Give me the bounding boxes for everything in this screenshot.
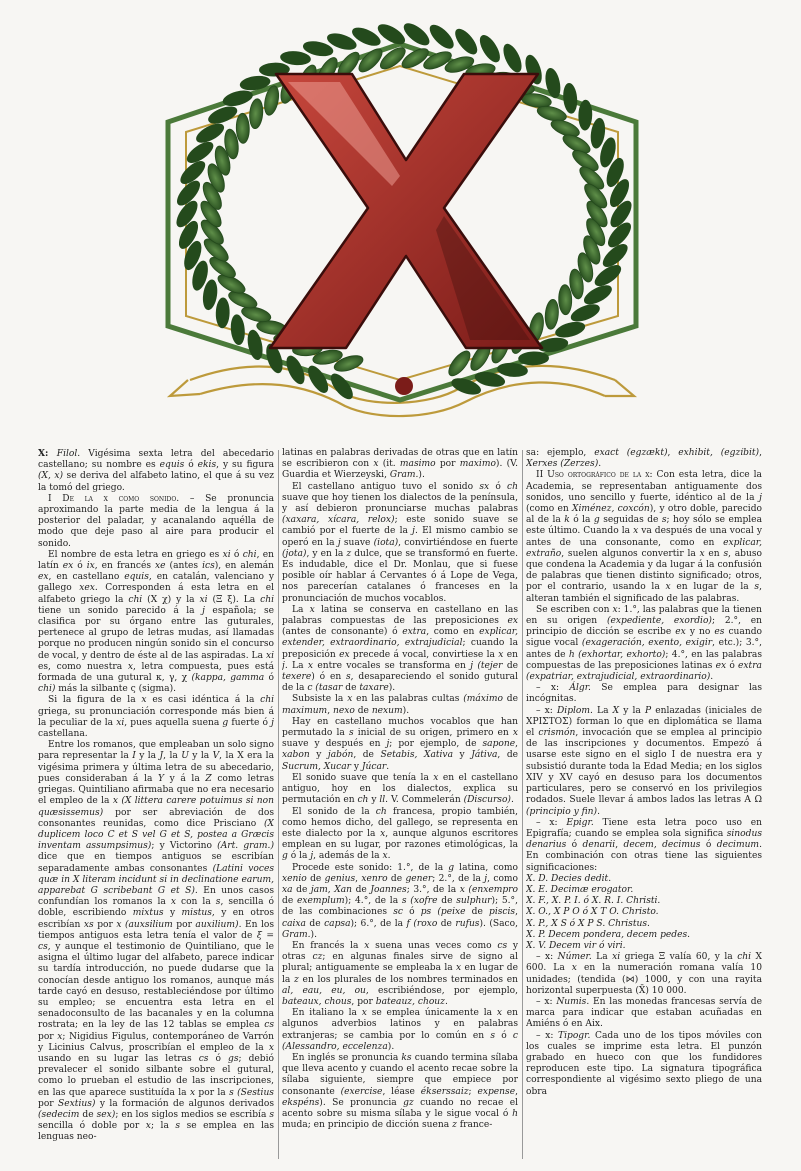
text-column-1 — [38, 448, 274, 1163]
text-paragraph: Entre los romanos, que empleaban un solo signo para representar la I y la J, la U y la V, la X era la vigésima primera y última letra de su abecedario, pues consideraban á la Y y á la Z como letras griegas. Quintiliano afirmaba que no era necesario el empleo de la x (X littera carere potuimus si non quæsissemus) por ser abreviación de dos consonantes reunidas, como dice Priscianο (X duplicem loco C et S vel G et S, postea a Græcis inventam assumpsimus); y Victorino (Art. gram.) dice que en tiempos antiguos se escribían separadamente ambas consonantes (Latini voces quæ in X literam incidunt si in declinatione earum, apparebat G scribebant G et S). En unos casos confundían los romanos la x con la s, sencilla ó doble, escribiendo mixtus y mistus, y en otros escribían xs por x (auxsilium por auxilium). En los tiempos antiguos esta letra tenía el valor de ξ = cs, y aunque el testimonio de Quintiliano, que le asigna el último lugar del alfabeto, parece indicar su tardía introducción, no puede dudarse que la conocían desde antiguo los romanos, aunque más tarde cayó en desuso, restableciéndose por último su empleo; se encuentra esta letra en el senadoconsulto de las bacanales y en la columna rostrata; en la ley de las 12 tablas se emplea cs por x; Nigidius Figulus, contemporáneo de Varrón y Licinius Calvus, proscribían el empleo de la x usando en su lugar las letras cs ó gs; debió prevalecer el sonido silbante sobre el gutural, como lo prueban el estudio de las inscripciones, en las que aparece sustituída la x por la s (Sestius por Sextius) y la formación de algunos derivados (sedecim de sex); en los siglos medios se escribía s sencilla ó doble por x; la s se emplea en las lenguas neo- — [38, 740, 274, 1143]
text-paragraph: – x: Diplom. La X y la P enlazadas (iniciales de XPIΣTOΣ) forman lo que en diplomática se llama el crismón, invocación que se emplea al principio de las inscripciones y documentos. Empezó á usarse este signo en el siglo I de nuestra era y subsistió durante toda la Edad Media; en los siglos XIV y XV cayó en desuso para los documentos particulares, pero se conservó en los privilegios rodados. Suele llevar á ambos lados las letras A Ω (principio y fin). — [526, 705, 762, 817]
text-paragraph: La x latina se conserva en castellano en las palabras compuestas de las preposiciones ex (antes de consonante) ó extra, como en explicar, extender, extraordinario, extrajudicial; cuando la preposición ex precede á vocal, convirtiese la x en j. La x entre vocales se transforma en j (tejer de texere) ó en s, desapareciendo el sonido gutural de la c (tasar de taxare). — [282, 604, 518, 694]
text-paragraph: latinas en palabras derivadas de otras que en latín se escribieron con x (it. masimo por maximo). (V. Guardia et Wierzeyski, Gram.). — [282, 448, 518, 481]
text-paragraph: En inglés se pronuncia ks cuando termina sílaba que lleva acento y cuando el acento recae sobre la sílaba siguiente, siempre que empiece por consonante (exercise, léase ékserssaiz; expense, ekspéns). Se pronuncia gz cuando no recae el acento sobre su misma sílaba y le sigue vocal ó h muda; en principio de dicción suena z france- — [282, 1052, 518, 1131]
text-paragraph: Hay en castellano muchos vocablos que han permutado la s inicial de su origen, primero en x suave y después en j; por ejemplo, de sapone, xabon y jabón, de Setabis, Xativa y Játiva, de Sucrum, Xucar y Júcar. — [282, 716, 518, 772]
text-paragraph: – x: Tipogr. Cada uno de los tipos móviles con los cuales se imprime esta letra. El punzón grabado en hueco con que los fundidores reproducen este tipo. La signatura tipográfica correspondiente al vigésimo sexto pliego de una obra — [526, 1030, 762, 1097]
text-paragraph: X. P. Decem pondera, decem pedes. — [526, 929, 691, 940]
text-paragraph: sa: ejemplo, exact (egzækt), exhibit, (egzíbit), Xerxes (Zerzes). — [526, 448, 762, 470]
text-paragraph: II Uso ortográfico de la x: Con esta letra, dice la Academia, se representaban antiguamente dos sonidos, uno sencillo y fuerte, idéntico al de la j (como en Ximénez, coxcón), y otro doble, parecido al de la k ó la g seguidas de s; hoy sólo se emplea este último. Cuando la x va después de una vocal y antes de una consonante, como en explicar, extraño, suelen algunos convertir la x en s, abuso que condena la Academia y da lugar á la confusión de palabras que tienen distinto significado; otros, por el contrario, usando la x en lugar de la s, alteran también el significado de las palabras. — [526, 470, 762, 604]
text-paragraph: I De la x como sonido. – Se pronuncia aproximando la parte media de la lengua á la posterior del paladar, y acanalando aquélla de modo que deje paso al aire para producir el sonido. — [38, 493, 274, 549]
text-column-2 — [282, 448, 518, 1163]
text-paragraph: X. O., X P O ó X T O. Christo. — [526, 907, 659, 918]
text-paragraph: X. D. Decies dedit. — [526, 873, 612, 884]
column-rule — [274, 448, 282, 1163]
text-paragraph: Subsiste la x en las palabras cultas (máximo de maximum, nexo de nexum). — [282, 694, 518, 716]
text-paragraph: En italiano la x se emplea únicamente la x en algunos adverbios latinos y en palabras extranjeras; se cambia por lo común en s ó c (Alessandro, eccelenza). — [282, 1008, 518, 1052]
text-paragraph: X. V. Decem vir ó viri. — [526, 940, 626, 951]
text-paragraph: X. E. Decimæ erogator. — [526, 884, 634, 895]
text-paragraph: El sonido de la ch francesa, propio también, como hemos dicho, del gallego, se representa en este dialecto por la x, aunque algunos escritores emplean en su lugar, por razones etimológicas, la g ó la j, además de la x. — [282, 806, 518, 862]
text-paragraph: X. F., X. P. I. ó X. R. I. Christi. — [526, 896, 661, 907]
text-paragraph: El sonido suave que tenía la x en el castellano antiguo, hoy en los dialectos, explica su permutación en ch y ll. V. Commelerán (Discurso). — [282, 772, 518, 806]
text-paragraph: El nombre de esta letra en griego es xi ó chi, en latín ex ó ix, en francés xe (antes ics), en alemán ex, en castellano equis, en catalán, valenciano y gallego xex. Corresponden á esta letra en el alfabeto griego la chi (X χ) y la xi (Ξ ξ). La chi tiene un sonido parecido á la j española; se clasifica por su órgano entre las guturales, pertenece al grupo de letras mudas, así llamadas porque no producen ningún sonido sin el concurso de vocal, y dentro de éste al de las aspiradas. La xi es, como nuestra x, letra compuesta, pues está formada de una gutural κ, γ, χ (kappa, gamma ó chi) más la silbante ς (sigma). — [38, 549, 274, 695]
text-paragraph: X. P., X S ó X P S. Christus. — [526, 918, 650, 929]
text-paragraph: Si la figura de la x es casi idéntica á la chi griega, su pronunciación corresponde más bien á la peculiar de la xi, pues aquella suena g fuerte ó j castellana. — [38, 695, 274, 740]
article-body — [38, 448, 763, 1163]
text-paragraph: – x: Númer. La xi griega Ξ valía 60, y la chi X 600. La x en la numeración romana valía 10 unidades; (tendida (⋈) 1000, y con una rayita horizontal superpuesta (X̄) 10 000. — [526, 952, 762, 996]
text-paragraph: Procede este sonido: 1.°, de la g latina, como xenio de genius, xenro de gener; 2.°, de la j, como xa de jam, Xan de Joannes; 3.°, de la x (enxempro de exemplum); 4.°, de la s (xofre de sulphur); 5.°, de las combinaciones sc ó ps (peixe de piscis, caixa de capsa); 6.°, de la f (roxo de rufus). (Saco, Gram.). — [282, 862, 518, 940]
wreath-knot — [395, 377, 413, 395]
illuminated-letter-x-figure — [40, 8, 760, 440]
text-paragraph: Se escriben con x: 1.°, las palabras que la tienen en su origen (expediente, exordio); 2.°, en principio de dicción se escribe ex y no es cuando sigue vocal (exageración, exento, exigir, etc.); 3.°, antes de h (exhortar, exhorto); 4.°, en las palabras compuestas de las preposiciones latinas ex ó extra (expatriar, extrajudicial, extraordinario). — [526, 604, 762, 683]
text-column-3 — [526, 448, 762, 1163]
text-paragraph: El castellano antiguo tuvo el sonido sx ó ch suave que hoy tienen los dialectos de la península, y así debieron pronunciarse muchas palabras (xaxara, xícara, relox); este sonido suave se cambió por el fuerte de la j. El mismo cambio se operó en la j suave (iota), convirtiéndose en fuerte (jota), y en la z dulce, que se transformó en fuerte. Es indudable, dice el Dr. Monlau, que si fuese posible oír hablar á Cervantes ó á Lope de Vega, nos parecerían catalanes ó franceses en la pronunciación de muchos vocablos. — [282, 481, 518, 604]
column-rule — [518, 448, 526, 1163]
text-paragraph: – x: Álgr. Se emplea para designar las incógnitas. — [526, 683, 762, 705]
text-paragraph: X: Filol. Vigésima sexta letra del abecedario castellano; su nombre es equis ó ekis, y su figura (X, x) se deriva del alfabeto latino, el que á su vez la tomó del griego. — [38, 448, 274, 493]
text-paragraph: – x: Epigr. Tiene esta letra poco uso en Epigrafía; cuando se emplea sola significa sinodus denarius ó denarii, decem, decimus ó decimum. En combinación con otras tiene las siguientes significaciones: — [526, 817, 762, 873]
text-paragraph: – x: Numis. En las monedas francesas servía de marca para indicar que estaban acuñadas en Amiéns ó en Aix. — [526, 996, 762, 1030]
text-paragraph: En francés la x suena unas veces como cs y otras cz; en algunas finales sirve de signo al plural; antiguamente se empleaba la x en lugar de la z en los plurales de los nombres terminados en al, eau, eu, ou, escribiéndose, por ejemplo, bateaux, chous, por bateauz, chouz. — [282, 940, 518, 1007]
